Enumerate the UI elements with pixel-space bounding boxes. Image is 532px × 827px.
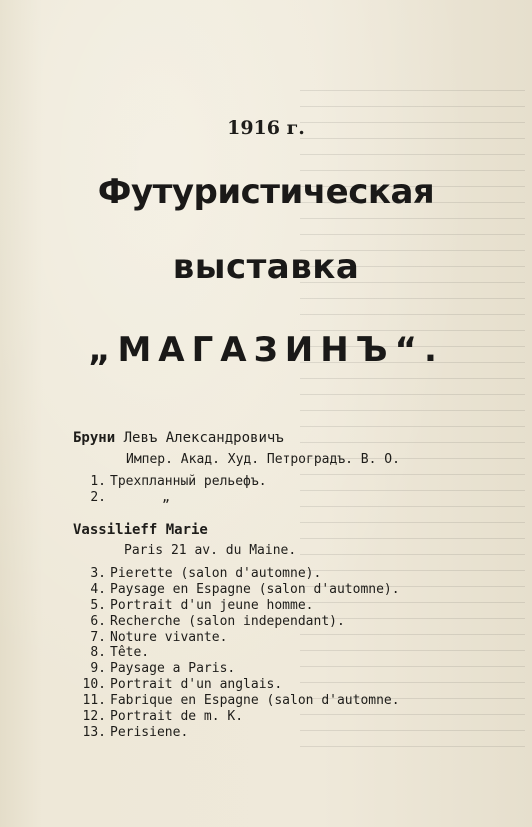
artist-address: Paris 21 av. du Maine. <box>124 543 297 558</box>
list-item: 5. Portrait d'un jeune homme. <box>90 597 314 613</box>
works-list-vassilieff <box>82 566 400 741</box>
artist-bruni <box>73 430 284 446</box>
list-item: 9. Paysage a Paris. <box>90 661 236 677</box>
list-item: 10. Portrait d'un anglais. <box>82 677 283 693</box>
list-item: 2. „ <box>90 489 170 505</box>
works-list-bruni <box>82 474 267 506</box>
list-item: 7. Noture vivante. <box>90 629 228 645</box>
list-item: 6. Recherche (salon independant). <box>90 613 345 629</box>
list-item: 12. Portrait de m. K. <box>82 709 244 725</box>
list-item: 11. Fabrique en Espagne (salon d'automne. <box>82 693 400 709</box>
title-line-futuristic: Футуристическая <box>97 172 435 212</box>
list-item: 1. Трехпланный рельефъ. <box>90 474 267 489</box>
title-line-shop: „МАГАЗИНЪ“. <box>88 330 444 370</box>
artist-affiliation: Импер. Акад. Худ. Петроградъ. В. О. <box>126 452 400 467</box>
artist-given-name: Левъ Александровичъ <box>123 430 284 446</box>
artist-vassilieff: Vassilieff Marie <box>73 522 208 538</box>
artist-surname: Бруни <box>73 430 116 446</box>
list-item: 3. Pierette (salon d'automne). <box>90 566 322 581</box>
list-item: 4. Paysage en Espagne (salon d'automne). <box>90 581 400 597</box>
year-heading: 1916 г. <box>227 117 305 139</box>
list-item: 8. Tête. <box>90 645 150 661</box>
list-item: 13. Perisiene. <box>82 724 189 740</box>
title-line-exhibition: выставка <box>172 247 360 287</box>
